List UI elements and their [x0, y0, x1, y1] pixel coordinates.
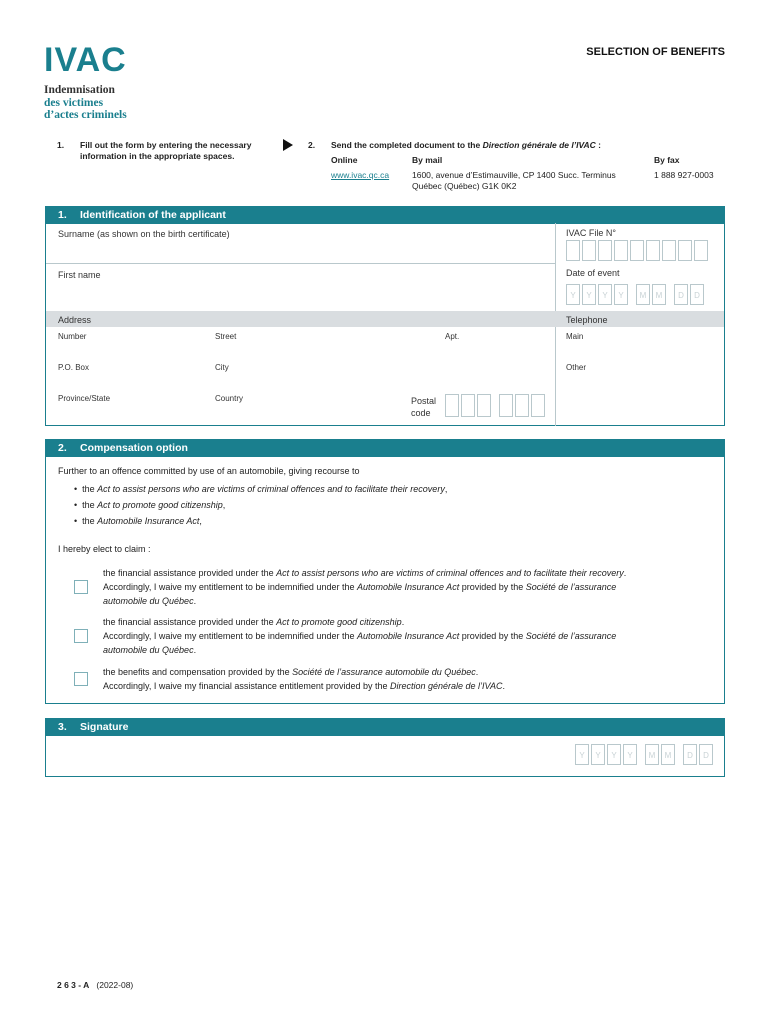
step1-line-1: Fill out the form by entering the necessary — [80, 140, 252, 150]
o2-l1-act: Act to promote good citizenship — [276, 617, 402, 627]
address-bar — [46, 311, 724, 327]
sig-date-y2: Y — [591, 744, 605, 765]
pobox-label: P.O. Box — [58, 363, 89, 372]
o3-l1-post: . — [475, 667, 479, 677]
o1-l3-saaq: automobile du Québec — [103, 596, 194, 606]
o1-line-3 — [103, 594, 626, 608]
o2-l3-post: . — [193, 645, 197, 655]
o1-l2-pre: Accordingly, I waive my entitlement to be indemnified under the — [103, 582, 357, 592]
surname-input[interactable] — [58, 242, 548, 260]
o2-l2-saaq: Société de l’assurance — [525, 631, 617, 641]
o3-l1-saaq: Société de l’assurance automobile du Québec — [292, 667, 476, 677]
option3-text — [103, 665, 505, 693]
step2-text-b: Direction générale de l’IVAC — [482, 140, 596, 150]
postal-label-line-1: Postal — [411, 396, 437, 406]
o2-line-1 — [103, 615, 616, 629]
city-label: City — [215, 363, 229, 372]
step2-text-a: Send the completed document to the — [331, 140, 483, 150]
file-number-input[interactable] — [566, 240, 710, 261]
section2-title: Compensation option — [80, 442, 188, 454]
sig-date-d2: D — [699, 744, 713, 765]
b3-pre: the — [82, 516, 98, 526]
step2-number: 2. — [308, 140, 316, 150]
section2-header — [46, 440, 724, 457]
option1-text — [103, 566, 626, 608]
sig-date-m1: M — [645, 744, 659, 765]
sig-date-y4: Y — [623, 744, 637, 765]
o2-l2-pre: Accordingly, I waive my entitlement to be indemnified under the — [103, 631, 357, 641]
date-of-event-input[interactable] — [566, 284, 706, 305]
form-code — [57, 980, 133, 990]
option2-text — [103, 615, 616, 657]
option2-checkbox[interactable] — [74, 629, 88, 643]
b3-post: , — [199, 516, 202, 526]
other-phone-label: Other — [566, 363, 587, 372]
step2-text-c: : — [595, 140, 602, 150]
step2-text — [331, 140, 601, 151]
sig-date-y3: Y — [607, 744, 621, 765]
b3-act: Automobile Insurance Act — [97, 516, 200, 526]
arrow-right-icon — [283, 139, 293, 151]
country-label: Country — [215, 394, 244, 403]
street-label: Street — [215, 332, 237, 341]
first-name-label: First name — [58, 270, 101, 280]
section2-number: 2. — [58, 442, 67, 454]
b2-act: Act to promote good citizenship — [97, 500, 223, 510]
o1-line-2 — [103, 580, 626, 594]
o2-l1-pre: the financial assistance provided under the — [103, 617, 277, 627]
step1-number: 1. — [57, 140, 65, 150]
o2-l3-saaq: automobile du Québec — [103, 645, 194, 655]
ivac-logo: IVAC — [44, 41, 127, 79]
b1-act: Act to assist persons who are victims of criminal offences and to facilitate their recovery — [97, 484, 445, 494]
option1-checkbox[interactable] — [74, 580, 88, 594]
date-event-m2: M — [652, 284, 666, 305]
form-code-date: (2022-08) — [96, 980, 134, 990]
o1-l1-act: Act to assist persons who are victims of criminal offences and to facilitate their recovery — [276, 568, 624, 578]
address-label: Address — [58, 315, 92, 325]
section3-header — [46, 719, 724, 736]
section1-title: Identification of the applicant — [80, 209, 226, 221]
b2-post: , — [222, 500, 226, 510]
list-item: • the Act to promote good citizenship, — [74, 500, 226, 510]
date-event-y2: Y — [582, 284, 596, 305]
elect-label: I hereby elect to claim : — [58, 544, 151, 554]
surname-label: Surname (as shown on the birth certificate) — [58, 229, 230, 239]
o2-line-3 — [103, 643, 616, 657]
list-item: • the Act to assist persons who are victims of criminal offences and to facilitate their recovery, — [74, 484, 448, 494]
postal-label-line-2: code — [411, 408, 431, 418]
telephone-label: Telephone — [566, 315, 608, 325]
o1-l2-mid: provided by the — [459, 582, 526, 592]
number-label: Number — [58, 332, 87, 341]
first-name-input[interactable] — [58, 283, 548, 305]
logo-subtitle — [44, 84, 127, 122]
o1-l2-act: Automobile Insurance Act — [356, 582, 460, 592]
o2-l1-post: . — [401, 617, 405, 627]
online-link[interactable]: www.ivac.qc.ca — [331, 170, 390, 180]
sig-date-y1: Y — [575, 744, 589, 765]
o3-l2-ivac: Direction générale de l’IVAC — [389, 681, 503, 691]
o1-line-1 — [103, 566, 626, 580]
main-phone-input[interactable] — [566, 343, 716, 359]
mail-label: By mail — [412, 155, 443, 165]
apt-label: Apt. — [445, 332, 460, 341]
o3-line-1 — [103, 665, 505, 679]
province-country-input[interactable] — [58, 405, 398, 421]
o3-l1-pre: the benefits and compensation provided by the — [103, 667, 293, 677]
main-phone-label: Main — [566, 332, 584, 341]
compensation-intro: Further to an offence committed by use of an automobile, giving recourse to — [58, 466, 360, 476]
o3-l2-pre: Accordingly, I waive my financial assistance entitlement provided by the — [103, 681, 390, 691]
date-event-y1: Y — [566, 284, 580, 305]
b1-post: , — [444, 484, 448, 494]
mail-line-1: 1600, avenue d’Estimauville, CP 1400 Succ. Terminus — [412, 170, 616, 180]
signature-date-input[interactable] — [575, 744, 715, 765]
postal-code-label — [411, 395, 436, 419]
mail-address — [412, 170, 616, 192]
logo-line-2: des victimes — [44, 96, 104, 109]
section1-number: 1. — [58, 209, 67, 221]
section3-title: Signature — [80, 721, 129, 733]
city-input[interactable] — [58, 374, 548, 390]
o1-l2-saaq: Société de l’assurance — [525, 582, 617, 592]
o1-l3-post: . — [193, 596, 197, 606]
fax-label: By fax — [654, 155, 680, 165]
list-item: • the Automobile Insurance Act, — [74, 516, 202, 526]
o3-line-2 — [103, 679, 505, 693]
postal-code-input[interactable] — [445, 394, 547, 417]
date-event-y3: Y — [598, 284, 612, 305]
logo-line-1: Indemnisation — [44, 84, 115, 96]
other-phone-input[interactable] — [566, 374, 716, 390]
file-number-label: IVAC File N° — [566, 228, 616, 238]
o2-line-2 — [103, 629, 616, 643]
signature-field[interactable] — [58, 740, 558, 770]
o1-l1-pre: the financial assistance provided under the — [103, 568, 277, 578]
date-event-y4: Y — [614, 284, 628, 305]
sig-date-m2: M — [661, 744, 675, 765]
step1-line-2: information in the appropriate spaces. — [80, 151, 235, 161]
date-event-m1: M — [636, 284, 650, 305]
date-event-d2: D — [690, 284, 704, 305]
section3-number: 3. — [58, 721, 67, 733]
o2-l2-mid: provided by the — [459, 631, 526, 641]
online-label: Online — [331, 155, 358, 165]
date-event-d1: D — [674, 284, 688, 305]
b2-pre: the — [82, 500, 98, 510]
form-code-number: 2 6 3 - A — [57, 980, 90, 990]
o1-l1-post: . — [623, 568, 627, 578]
document-title: SELECTION OF BENEFITS — [586, 46, 725, 58]
date-of-event-label: Date of event — [566, 268, 620, 278]
mail-line-2: Québec (Québec) G1K 0K2 — [412, 181, 517, 191]
logo-line-3: d’actes criminels — [44, 109, 127, 121]
b1-pre: the — [82, 484, 98, 494]
province-label: Province/State — [58, 394, 111, 403]
option3-checkbox[interactable] — [74, 672, 88, 686]
o2-l2-act: Automobile Insurance Act — [356, 631, 460, 641]
sig-date-d1: D — [683, 744, 697, 765]
section1-header — [46, 207, 724, 224]
o3-l2-post: . — [502, 681, 506, 691]
step1-text — [80, 140, 251, 162]
fax-number: 1 888 927-0003 — [654, 170, 714, 180]
street-address-input[interactable] — [58, 343, 548, 359]
